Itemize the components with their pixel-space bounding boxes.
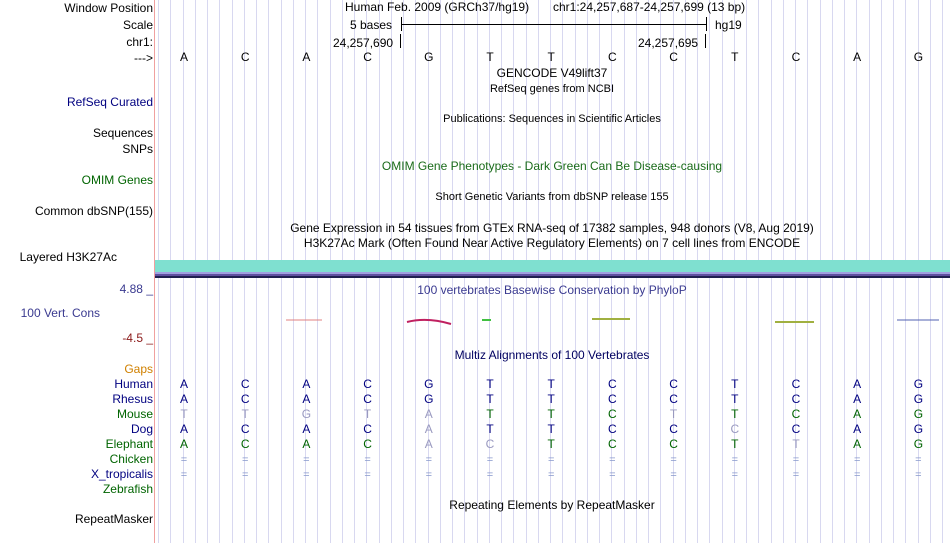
- window-position-label: Window Position: [64, 1, 153, 15]
- alignment-base: A: [424, 422, 433, 436]
- species-label-x-tropicalis: X_tropicalis: [90, 467, 153, 481]
- alignment-base: A: [302, 392, 311, 406]
- alignment-base: T: [486, 377, 494, 391]
- repeatmasker-track-title[interactable]: Repeating Elements by RepeatMasker: [449, 498, 655, 512]
- publications-track-title[interactable]: Publications: Sequences in Scientific Articles: [443, 113, 661, 125]
- alignment-base: T: [547, 392, 555, 406]
- base-letter: A: [302, 50, 311, 64]
- species-label-elephant: Elephant: [105, 437, 153, 451]
- base-letter: G: [913, 50, 924, 64]
- coord-left: 24,257,690: [333, 36, 394, 50]
- alignment-base: C: [608, 392, 617, 406]
- alignment-base: =: [609, 469, 616, 481]
- base-letter: T: [547, 50, 555, 64]
- h3k27ac-signal-band: [155, 260, 950, 272]
- alignment-base: C: [669, 392, 678, 406]
- coord-right: 24,257,695: [638, 36, 699, 50]
- alignment-base: A: [853, 377, 862, 391]
- alignment-base: T: [363, 407, 372, 421]
- cons-min-label: -4.5 _: [122, 331, 153, 345]
- alignment-base: C: [363, 377, 372, 391]
- alignment-base: G: [913, 407, 924, 421]
- phylop-signal: [155, 312, 950, 328]
- alignment-base: =: [792, 469, 800, 481]
- alignment-base: =: [609, 454, 616, 466]
- base-letter: A: [853, 50, 862, 64]
- alignment-base: C: [240, 392, 250, 406]
- alignment-base: =: [241, 469, 249, 481]
- alignment-base: T: [547, 437, 555, 451]
- alignment-base: =: [915, 469, 922, 481]
- species-label-mouse: Mouse: [116, 407, 153, 421]
- alignment-base: =: [486, 469, 494, 481]
- alignment-base: =: [547, 469, 555, 481]
- coord-right-tick: [705, 34, 706, 48]
- alignment-base: C: [669, 437, 678, 451]
- gencode-track-title[interactable]: GENCODE V49lift37: [496, 66, 608, 80]
- alignment-base: C: [608, 377, 617, 391]
- alignment-base: =: [180, 469, 188, 481]
- alignment-base: A: [179, 392, 189, 406]
- species-label-zebrafish: Zebrafish: [102, 482, 153, 496]
- db-label: hg19: [715, 18, 742, 32]
- alignment-base: C: [791, 392, 801, 406]
- alignment-base: =: [853, 469, 861, 481]
- base-letter: C: [240, 50, 250, 64]
- scale-bar-right-tick: [706, 17, 707, 31]
- species-label-rhesus: Rhesus: [112, 392, 153, 406]
- alignment-base: C: [363, 392, 372, 406]
- alignment-base: =: [364, 454, 371, 466]
- alignment-base: T: [547, 407, 555, 421]
- alignment-base: C: [485, 437, 495, 451]
- alignment-base: C: [791, 377, 801, 391]
- alignment-base: C: [608, 407, 617, 421]
- track-image-area[interactable]: [155, 0, 950, 543]
- base-letter: C: [669, 50, 678, 64]
- alignment-base: G: [424, 377, 434, 391]
- alignment-base: T: [486, 407, 494, 421]
- cons-max-label: 4.88 _: [119, 282, 153, 296]
- repeatmasker-track-label[interactable]: RepeatMasker: [74, 512, 153, 526]
- track-labels-panel: [0, 0, 153, 543]
- cons-track-label[interactable]: 100 Vert. Cons: [20, 306, 100, 320]
- alignment-base: =: [241, 454, 249, 466]
- alignment-base: =: [180, 454, 188, 466]
- alignment-base: T: [792, 437, 800, 451]
- alignment-base: =: [303, 454, 310, 466]
- alignment-base: T: [180, 407, 188, 421]
- base-letter: G: [424, 50, 434, 64]
- alignment-base: C: [669, 377, 678, 391]
- base-letter: C: [363, 50, 372, 64]
- alignment-base: G: [913, 422, 924, 436]
- gaps-track-label[interactable]: Gaps: [124, 362, 153, 376]
- h3k27ac-track-title[interactable]: H3K27Ac Mark (Often Found Near Active Regulatory Elements) on 7 cell lines from ENCODE: [303, 236, 801, 250]
- dbsnp-track-title[interactable]: Short Genetic Variants from dbSNP release 155: [435, 191, 669, 203]
- base-letter: C: [791, 50, 801, 64]
- scale-bar-line: [401, 24, 707, 25]
- alignment-base: A: [179, 422, 189, 436]
- alignment-base: A: [302, 422, 311, 436]
- alignment-base: T: [486, 392, 494, 406]
- chrom-label: chr1:: [126, 35, 153, 49]
- base-letter: A: [179, 50, 189, 64]
- alignment-base: T: [547, 377, 555, 391]
- alignment-base: =: [303, 469, 310, 481]
- alignment-base: T: [486, 422, 494, 436]
- alignment-base: A: [853, 392, 862, 406]
- phylop-mark-2: [407, 320, 451, 324]
- species-label-human: Human: [114, 377, 153, 391]
- alignment-base: T: [731, 392, 739, 406]
- h3k27ac-track-label[interactable]: Layered H3K27Ac: [19, 250, 117, 264]
- alignment-base: A: [853, 422, 862, 436]
- alignment-base: C: [363, 422, 372, 436]
- alignment-base: G: [913, 392, 924, 406]
- sequences-track-label[interactable]: Sequences: [92, 126, 153, 140]
- alignment-base: =: [364, 469, 371, 481]
- snps-track-label[interactable]: SNPs: [122, 142, 153, 156]
- dbsnp-track-label[interactable]: Common dbSNP(155): [34, 204, 153, 218]
- alignment-base: A: [424, 407, 433, 421]
- alignment-base: C: [608, 422, 617, 436]
- refseq-track-title[interactable]: RefSeq genes from NCBI: [489, 83, 615, 95]
- alignment-base: A: [179, 437, 189, 451]
- alignment-base: C: [791, 422, 801, 436]
- assembly-label: Human Feb. 2009 (GRCh37/hg19): [345, 0, 530, 14]
- multiz-track-title[interactable]: Multiz Alignments of 100 Vertebrates: [454, 348, 650, 362]
- alignment-base: G: [301, 407, 312, 421]
- alignment-base: =: [425, 454, 433, 466]
- gtex-track-title[interactable]: Gene Expression in 54 tissues from GTEx RNA-seq of 17382 samples, 948 donors (V8, Aug 2019): [290, 221, 814, 235]
- base-letter: T: [731, 50, 739, 64]
- alignment-base: A: [179, 377, 189, 391]
- alignment-base: C: [730, 422, 740, 436]
- coord-left-tick: [400, 34, 401, 48]
- alignment-base: T: [669, 407, 678, 421]
- alignment-base: C: [791, 407, 801, 421]
- h3k27ac-signal-layer-dark: [155, 276, 950, 278]
- alignment-base: G: [913, 377, 924, 391]
- alignment-base: C: [240, 377, 250, 391]
- species-label-dog: Dog: [130, 422, 153, 436]
- alignment-base: =: [486, 454, 494, 466]
- omim-track-title[interactable]: OMIM Gene Phenotypes - Dark Green Can Be Disease-causing: [381, 159, 723, 173]
- alignment-base: C: [608, 437, 617, 451]
- alignment-base: =: [670, 454, 677, 466]
- alignment-base: =: [547, 454, 555, 466]
- alignment-base: C: [363, 437, 372, 451]
- alignment-base: A: [302, 437, 311, 451]
- alignment-base: T: [731, 437, 739, 451]
- alignment-base: A: [853, 437, 862, 451]
- refseq-track-label[interactable]: RefSeq Curated: [66, 95, 153, 109]
- omim-track-label[interactable]: OMIM Genes: [81, 173, 153, 187]
- alignment-base: =: [792, 454, 800, 466]
- alignment-base: G: [913, 437, 924, 451]
- alignment-base: A: [853, 407, 862, 421]
- alignment-base: A: [424, 437, 433, 451]
- alignment-base: T: [241, 407, 249, 421]
- alignment-base: T: [731, 377, 739, 391]
- alignment-base: =: [425, 469, 433, 481]
- alignment-base: C: [240, 437, 250, 451]
- scale-bar-label: 5 bases: [350, 18, 393, 32]
- alignment-base: G: [424, 392, 434, 406]
- alignment-base: =: [670, 469, 677, 481]
- strand-arrow-label: --->: [134, 51, 153, 65]
- alignment-base: =: [915, 454, 922, 466]
- scale-label: Scale: [122, 18, 153, 32]
- position-readout: chr1:24,257,687-24,257,699 (13 bp): [553, 0, 746, 14]
- base-letter: C: [608, 50, 617, 64]
- alignment-base: C: [240, 422, 250, 436]
- alignment-base: T: [731, 407, 739, 421]
- alignment-base: =: [731, 469, 739, 481]
- base-letter: T: [486, 50, 494, 64]
- alignment-base: T: [547, 422, 555, 436]
- alignment-base: A: [302, 377, 311, 391]
- alignment-base: =: [853, 454, 861, 466]
- species-label-chicken: Chicken: [109, 452, 153, 466]
- alignment-base: =: [731, 454, 739, 466]
- phylop-track-title[interactable]: 100 vertebrates Basewise Conservation by PhyloP: [417, 283, 687, 297]
- alignment-base: C: [669, 422, 678, 436]
